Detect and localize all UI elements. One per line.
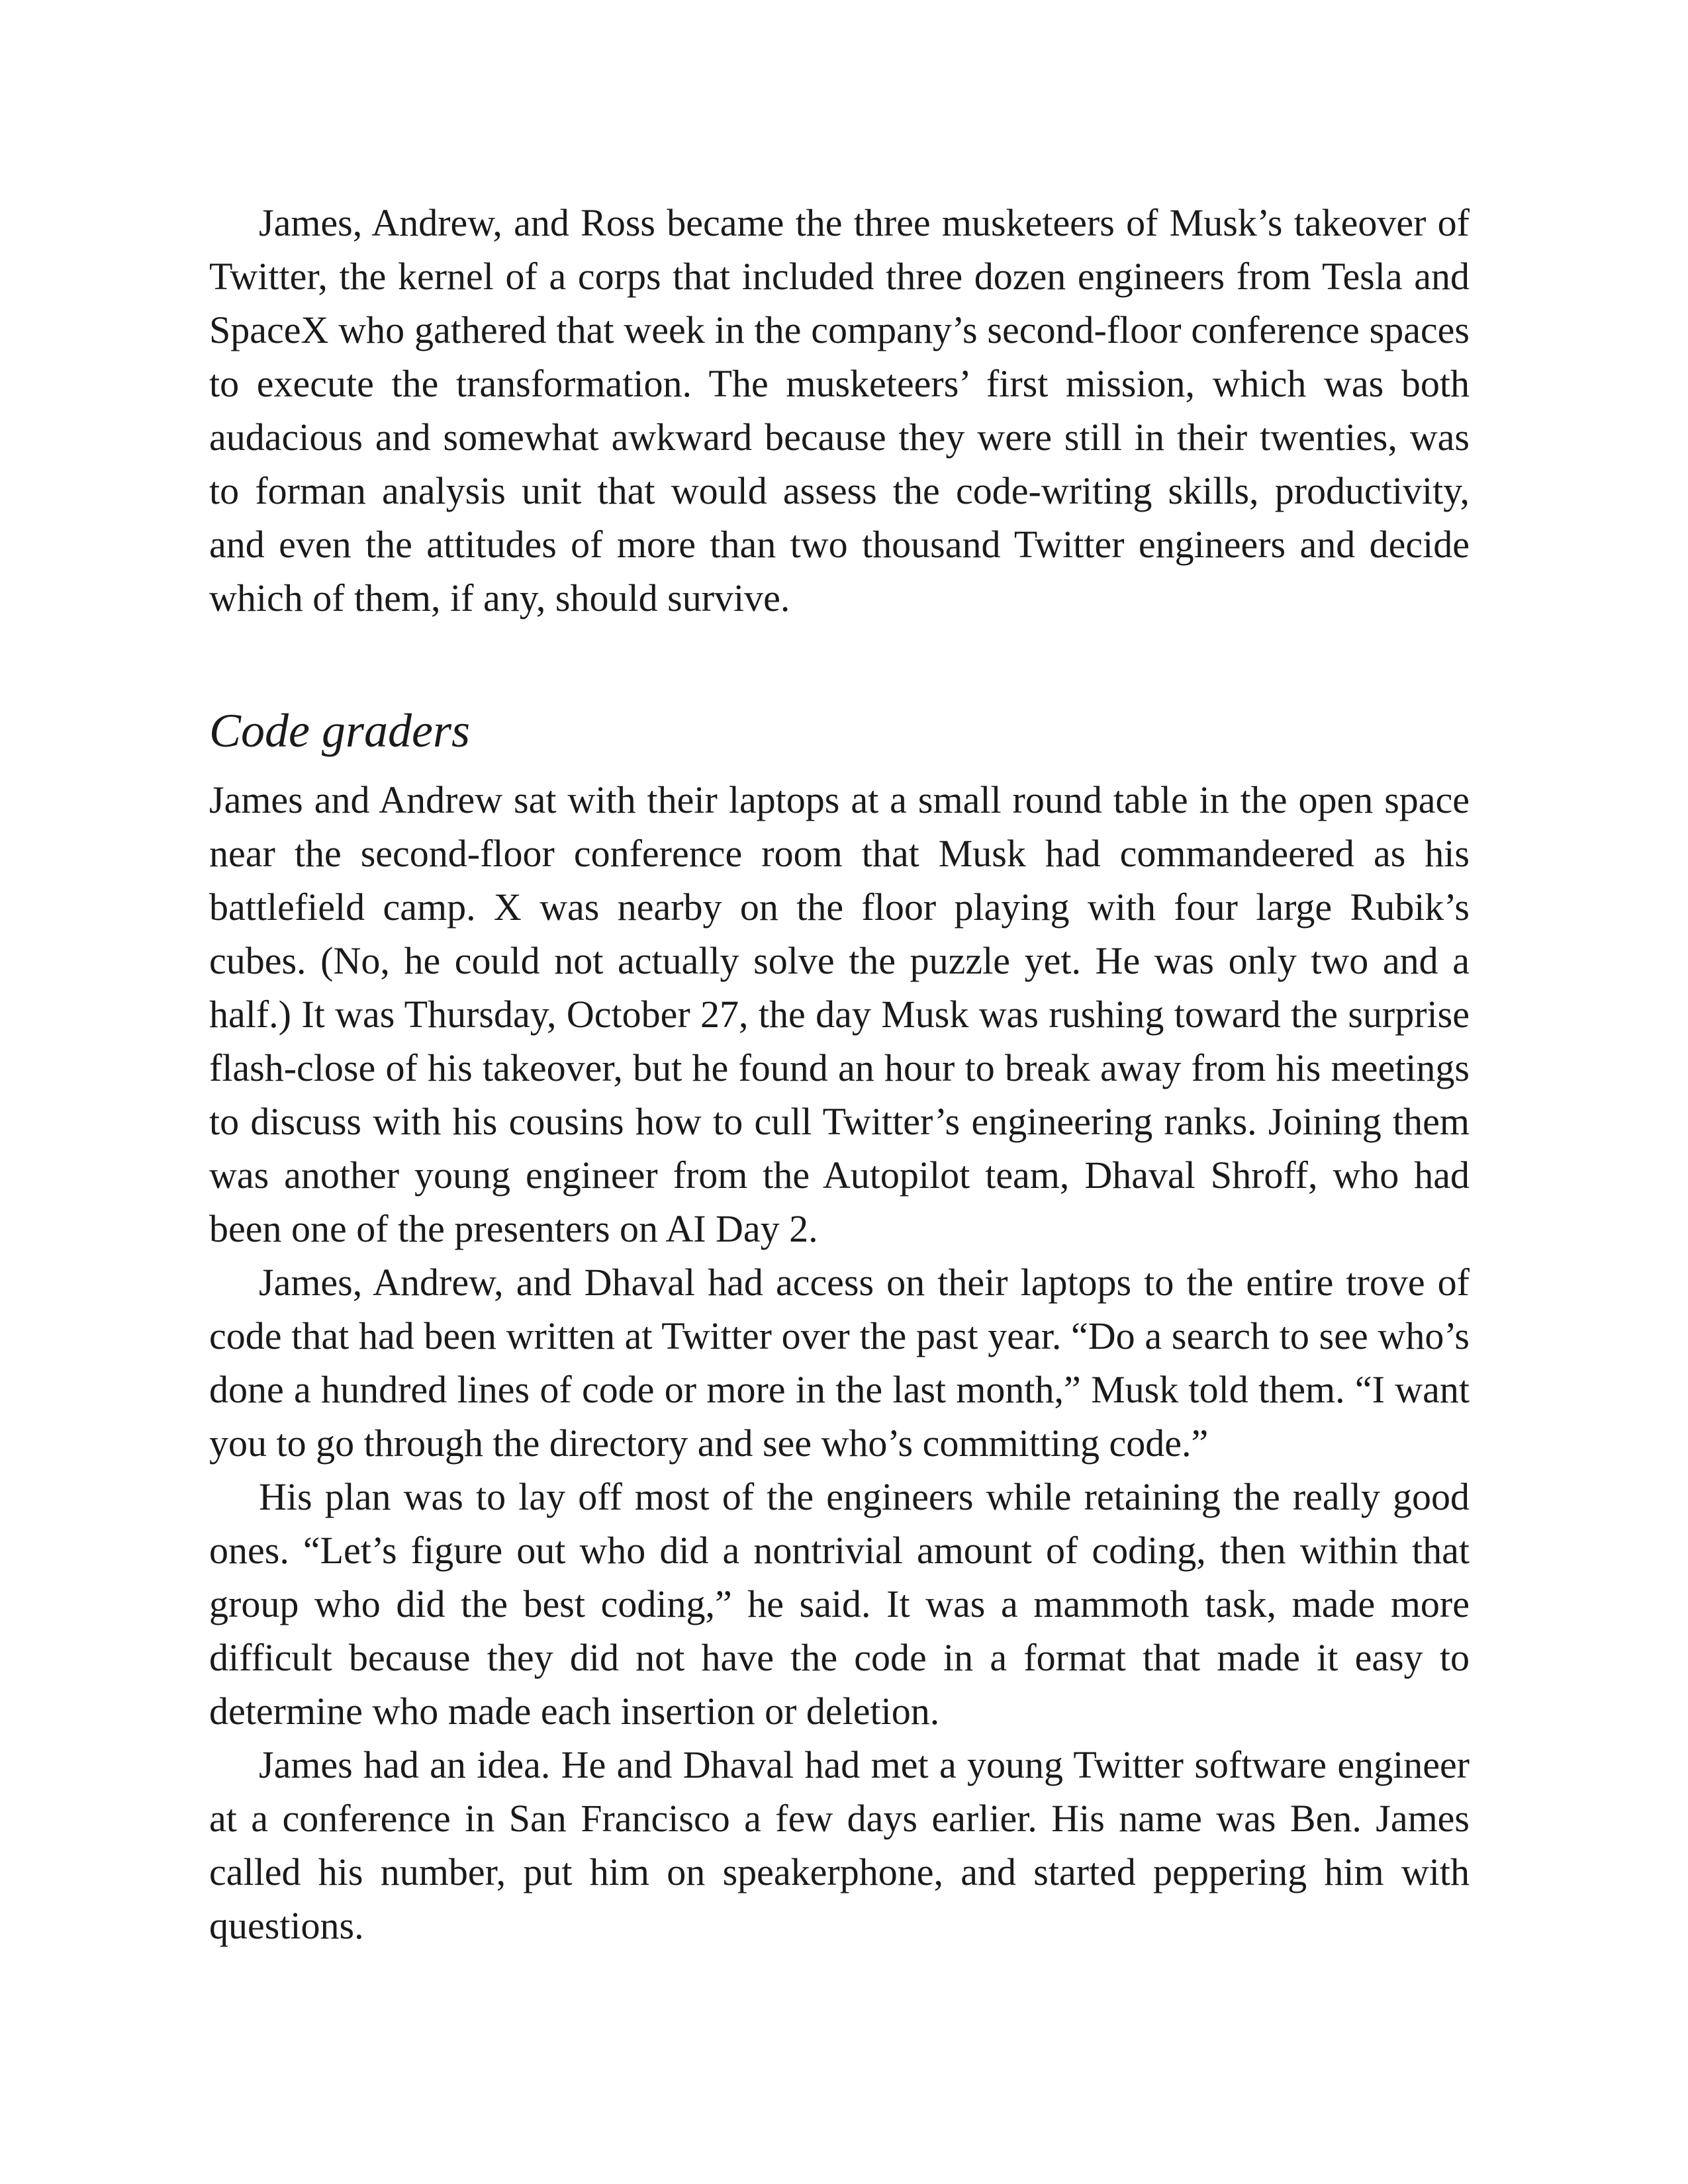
book-page — [209, 196, 1470, 1952]
body-paragraph: James and Andrew sat with their laptops at a small round table in the open space near the second-floor conference room that Musk had commandeered as his battlefield camp. X was nearby on the floor playing with four large Rubik’s cubes. (No, he could not actually solve the puzzle yet. He was only two and a half.) It was Thursday, October 27, the day Musk was rushing toward the surprise flash-close of his takeover, but he found an hour to break away from his meetings to discuss with his cousins how to cull Twitter’s engineering ranks. Joining them was another young engineer from the Autopilot team, Dhaval Shroff, who had been one of the presenters on AI Day 2. — [209, 778, 1470, 1250]
body-paragraph: His plan was to lay off most of the engineers while retaining the really good ones. “Let’s figure out who did a nontrivial amount of coding, then within that group who did the best coding,” he said. It was a mammoth task, made more difficult because they did not have the code in a format that made it easy to determine who made each insertion or deletion. — [209, 1475, 1470, 1733]
section-heading: Code graders — [209, 704, 470, 757]
intro-paragraph: James, Andrew, and Ross became the three musketeers of Musk’s takeover of Twitter, the kernel of a corps that included three dozen engineers from Tesla and SpaceX who gathered that week in the company’s second-floor conference spaces to execute the transformation. The musketeers’ first mission, which was both audacious and somewhat awkward because they were still in their twenties, was to forman analysis unit that would assess the code-writing skills, productivity, and even the attitudes of more than two thousand Twitter engineers and decide which of them, if any, should survive. — [209, 201, 1470, 619]
body-paragraph: James had an idea. He and Dhaval had met a young Twitter software engineer at a conference in San Francisco a few days earlier. His name was Ben. James called his number, put him on speakerphone, and started peppering him with questions. — [209, 1743, 1470, 1947]
body-paragraph: James, Andrew, and Dhaval had access on their laptops to the entire trove of code that had been written at Twitter over the past year. “Do a search to see who’s done a hundred lines of code or more in the last month,” Musk told them. “I want you to go through the directory and see who’s committing code.” — [209, 1261, 1470, 1465]
